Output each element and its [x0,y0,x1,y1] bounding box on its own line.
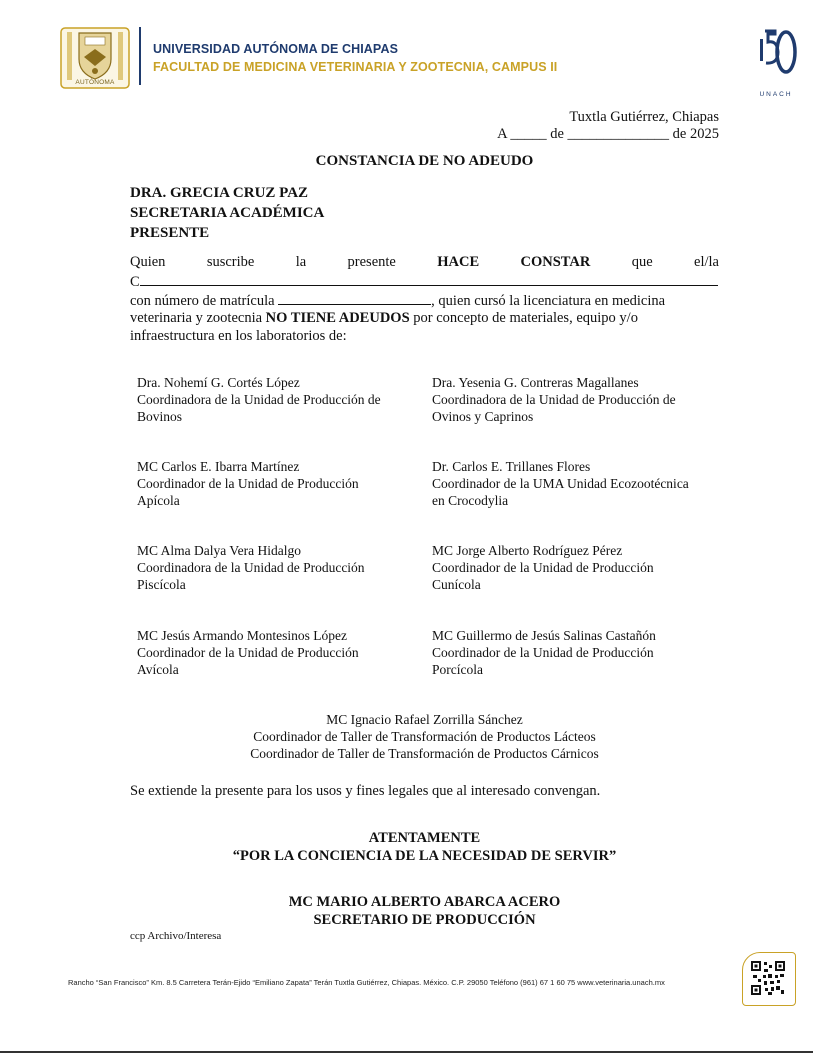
signatory-title: Coordinadora de la Unidad de Producción [137,560,365,575]
signatory-name: MC Jorge Alberto Rodríguez Pérez [432,543,623,558]
word: el/la [694,254,719,270]
atentamente: ATENTAMENTE [368,830,481,846]
text-run: con número de matrícula [130,293,275,309]
name-blank [140,271,718,286]
paragraph-line-3 [130,290,665,310]
addressee-greeting: PRESENTE [130,225,210,241]
no-debt-emphasis: NO TIENE ADEUDOS [265,310,410,326]
page-bottom-rule [0,1051,813,1053]
signatory-title: Coordinador de Taller de Transformación de Productos Lácteos [253,729,596,744]
signatory-unit: Piscícola [137,577,186,592]
signatory-3 [137,458,359,509]
signer-role: SECRETARIO DE PRODUCCIÓN [313,912,536,928]
logo-caption: AUTÓNOMA [75,79,115,86]
signatory-unit: en Crocodylia [432,493,509,508]
text-run: por concepto de materiales, equipo y/o [413,310,638,326]
date-line: A _____ de ______________ de 2025 [497,126,719,142]
signatory-unit: Cunícola [432,577,481,592]
word: CONSTAR [520,254,591,270]
text-run: , quien cursó la licenciatura en medicina [431,293,666,309]
signatory-name: Dra. Nohemí G. Cortés López [137,375,300,390]
paragraph-line-5: infraestructura en los laboratorios de: [130,328,347,344]
word: HACE [437,254,480,270]
text-run: veterinaria y zootecnia [130,310,263,326]
word: la [295,254,307,270]
signatory-name: Dra. Yesenia G. Contreras Magallanes [432,375,639,390]
signatory-unit: Porcícola [432,662,483,677]
place: Tuxtla Gutiérrez, Chiapas [569,109,719,125]
signatory-8 [432,627,656,678]
signatory-title: Coordinador de la UMA Unidad Ecozootécnica [432,476,689,491]
qr-code-icon [751,961,785,995]
header-divider [139,27,141,85]
signatory-name: MC Ignacio Rafael Zorrilla Sánchez [326,712,523,727]
word: que [631,254,653,270]
paragraph-line-4 [130,309,638,327]
signer-name: MC MARIO ALBERTO ABARCA ACERO [288,894,561,910]
paragraph-line-1 [130,253,719,271]
signatory-6 [432,542,654,593]
ccp-note: ccp Archivo/Interesa [130,930,222,942]
signatory-5 [137,542,365,593]
addressee-name: DRA. GRECIA CRUZ PAZ [130,185,309,201]
signatory-7 [137,627,359,678]
university-name: UNIVERSIDAD AUTÓNOMA DE CHIAPAS [153,42,399,56]
word: presente [347,254,396,270]
signatory-name: MC Jesús Armando Montesinos López [137,628,347,643]
signatory-name: MC Carlos E. Ibarra Martínez [137,459,300,474]
signatory-name: MC Guillermo de Jesús Salinas Castañón [432,628,656,643]
signatory-name: Dr. Carlos E. Trillanes Flores [432,459,591,474]
signatory-4 [432,458,689,509]
matricula-blank [278,290,431,305]
signatory-name: MC Alma Dalya Vera Hidalgo [137,543,301,558]
signatory-title: Coordinador de la Unidad de Producción [137,645,359,660]
signatory-title: Coordinador de la Unidad de Producción [432,645,654,660]
addressee-role: SECRETARIA ACADÉMICA [130,205,325,221]
word: Quien [130,254,166,270]
signatory-title: Coordinador de la Unidad de Producción [137,476,359,491]
signatory-unit: Ovinos y Caprinos [432,409,534,424]
anniversary-50-logo [752,25,800,90]
word: suscribe [206,254,255,270]
institutional-motto: “POR LA CONCIENCIA DE LA NECESIDAD DE SERVIR” [232,848,617,864]
signatory-title: Coordinador de Taller de Transformación de Productos Cárnicos [250,746,599,761]
signatory-unit: Bovinos [137,409,183,424]
logo-caption-unach: UNACH [759,91,793,98]
faculty-name: FACULTAD DE MEDICINA VETERINARIA Y ZOOTECNIA, CAMPUS II [153,60,558,74]
closing-sentence: Se extiende la presente para los usos y fines legales que al interesado convengan. [130,783,601,799]
signatory-title: Coordinadora de la Unidad de Producción de [432,392,676,407]
footer-address: Rancho “San Francisco” Km. 8.5 Carretera Terán-Ejido “Emiliano Zapata” Terán Tuxtla Gutiérrez, Chiapas. México. C.P. 29050 Teléfono (961) 67 1 60 75 www.veterinaria.unach.mx [68,978,665,987]
signatory-1 [137,374,381,425]
signatory-2 [432,374,676,425]
citizen-prefix: C [130,274,140,290]
signatory-center [130,711,719,762]
signatory-title: Coordinador de la Unidad de Producción [432,560,654,575]
document-title: CONSTANCIA DE NO ADEUDO [315,153,534,169]
addressee-block [130,183,324,243]
signatory-title: Coordinadora de la Unidad de Producción de [137,392,381,407]
signatory-unit: Apícola [137,493,180,508]
signatory-unit: Avícola [137,662,179,677]
paragraph-line-2 [130,271,718,291]
